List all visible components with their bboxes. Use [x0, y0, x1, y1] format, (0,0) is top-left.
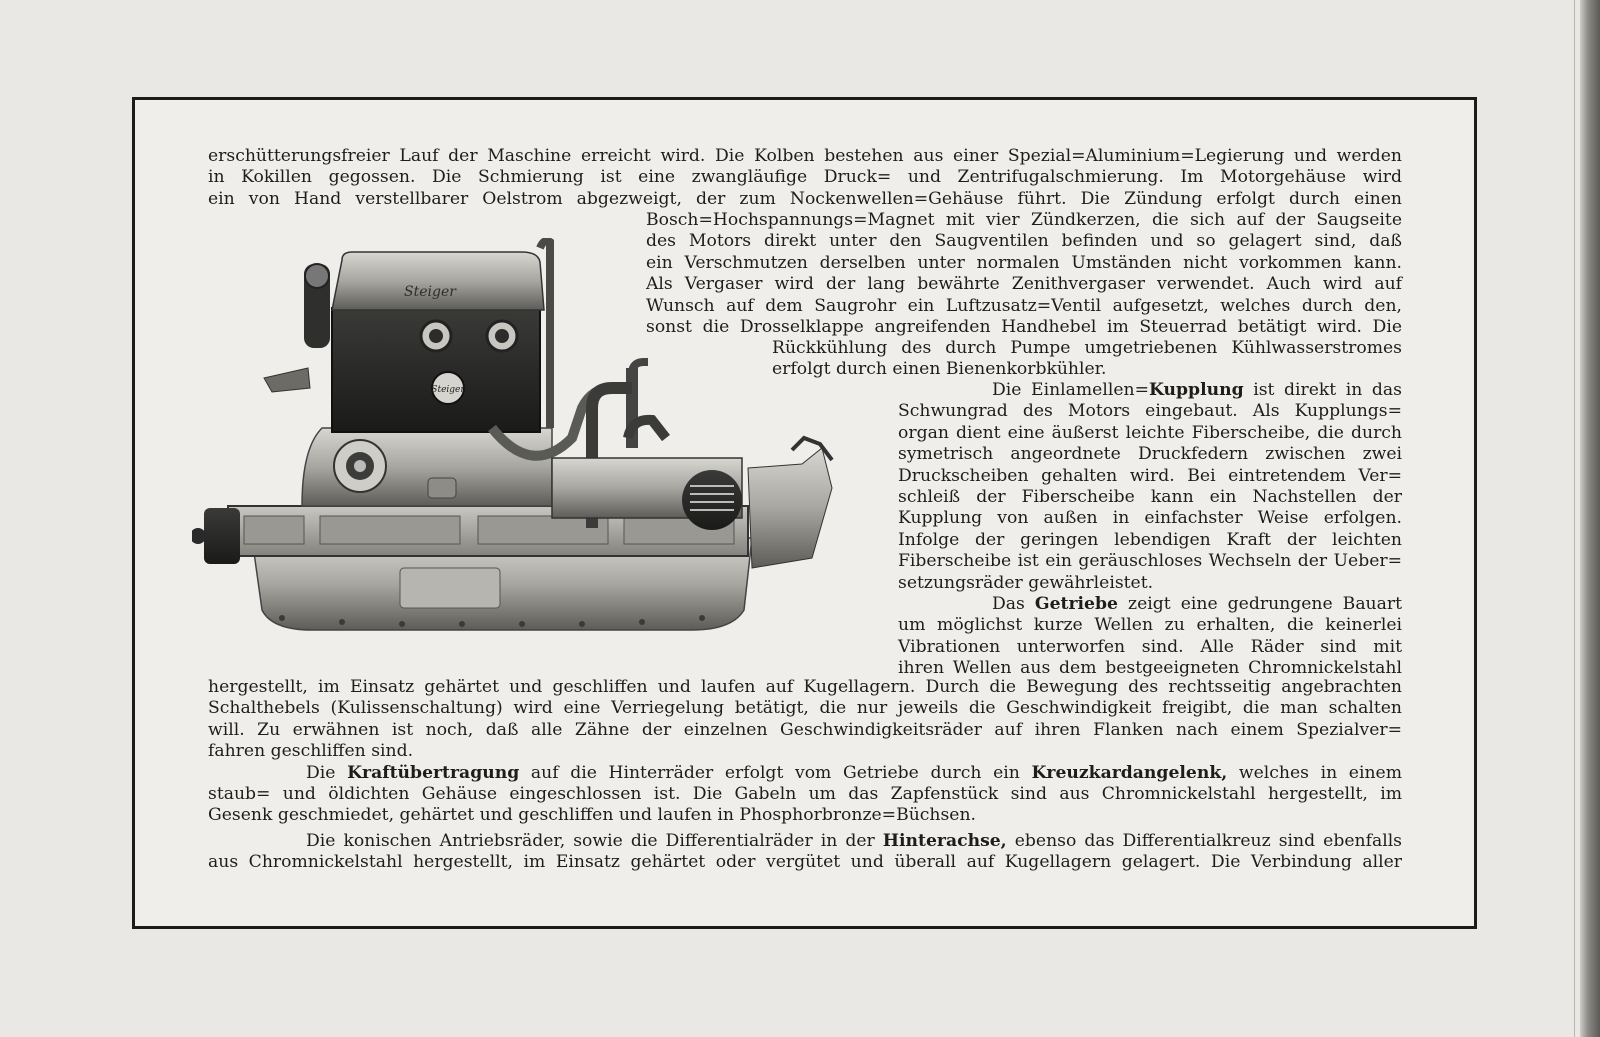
text-line: Vibrationen unterworfen sind. Alle Räder sind mit [898, 636, 1402, 657]
text-span: ebenso das Differentialkreuz sind ebenfalls [1006, 830, 1403, 851]
text-line: Rückkühlung des durch Pumpe umgetriebenen Kühlwasserstromes [772, 338, 1402, 358]
text-span: ist direkt in das [1243, 380, 1402, 400]
text-line: schleiß der Fiberscheibe kann ein Nachstellen der [898, 487, 1402, 508]
text-span: Die Einlamellen= [992, 380, 1149, 400]
hinterachse-heading-line [208, 831, 1402, 852]
paragraph-kupplung [898, 380, 1402, 680]
text-line: um möglichst kurze Wellen zu erhalten, die keinerlei [898, 615, 1402, 636]
text-line: Infolge der geringen lebendigen Kraft der leichten [898, 529, 1402, 550]
paragraph-top [208, 146, 1402, 210]
text-line: Kupplung von außen in einfachster Weise erfolgen. [898, 508, 1402, 529]
text-line: Bosch=Hochspannungs=Magnet mit vier Zündkerzen, die sich auf der Saugseite [646, 210, 1402, 230]
keyword-kupplung: Kupplung [1148, 380, 1244, 400]
text-line: setzungsräder gewährleistet. [898, 572, 1154, 593]
paragraph-bottom [208, 677, 1402, 874]
text-line: ein Verschmutzen derselben unter normalen Umständen nicht vorkommen kann. [646, 252, 1402, 273]
text-line: Druckscheiben gehalten wird. Bei eintretendem Ver= [898, 465, 1402, 486]
text-line: ihren Wellen aus dem bestgeeigneten Chromnickelstahl [898, 658, 1402, 679]
keyword-getriebe: Getriebe [1034, 594, 1118, 615]
keyword-kraftuebertragung: Kraftübertragung [347, 762, 520, 783]
text-line: Schalthebels (Kulissenschaltung) wird eine Verriegelung betätigt, die nur jeweils die Geschwindigkeit freigibt, die man schalten [208, 698, 1402, 719]
kraft-heading-line [208, 763, 1402, 784]
text-span: auf die Hinterräder erfolgt vom Getriebe durch ein [519, 762, 1032, 783]
keyword-hinterachse: Hinterachse, [882, 830, 1007, 851]
text-line: erfolgt durch einen Bienenkorbkühler. [772, 359, 1107, 380]
text-span: Die konischen Antriebsräder, sowie die Differentialräder in der [306, 830, 883, 851]
text-line: sonst die Drosselklappe angreifenden Handhebel im Steuerrad betätigt wird. Die [646, 317, 1402, 338]
text-line: Schwungrad des Motors eingebaut. Als Kupplungs= [898, 401, 1402, 422]
text-line: Als Vergaser wird der lang bewährte Zenithvergaser verwendet. Auch wird auf [646, 274, 1402, 295]
text-line: aus Chromnickelstahl hergestellt, im Einsatz gehärtet oder vergütet und überall auf Kugellagern gelagert. Die Verbindung aller [208, 852, 1402, 873]
text-line: symetrisch angeordnete Druckfedern zwischen zwei [898, 444, 1402, 465]
page-edge [1580, 0, 1600, 1037]
text-line: hergestellt, im Einsatz gehärtet und geschliffen und laufen auf Kugellagern. Durch die Bewegung des rechtsseitig angebrachten [208, 677, 1402, 697]
getriebe-heading-line [898, 594, 1402, 615]
text-line: organ dient eine äußerst leichte Fiberscheibe, die durch [898, 422, 1402, 443]
engine-logo-text: Steiger [404, 284, 456, 300]
text-span: zeigt eine gedrungene Bauart [1117, 594, 1402, 615]
paragraph-right-b [772, 338, 1402, 381]
text-line: Wunsch auf dem Saugrohr ein Luftzusatz=Ventil aufgesetzt, welches durch den, [646, 295, 1402, 316]
text-line: staub= und öldichten Gehäuse eingeschlossen ist. Die Gabeln um das Zapfenstück sind aus Chromnickelstahl hergestellt, im [208, 784, 1402, 805]
text-line: des Motors direkt unter den Saugventilen befinden und so gelagert sind, daß [646, 231, 1402, 252]
text-line: ein von Hand verstellbarer Oelstrom abgezweigt, der zum Nockenwellen=Gehäuse führt. Die Zündung erfolgt durch einen [208, 188, 1402, 209]
page-fold-line [1574, 0, 1575, 1037]
keyword-kreuzkardangelenk: Kreuzkardangelenk, [1031, 762, 1228, 783]
text-line: Fiberscheibe ist ein geräuschloses Wechseln der Ueber= [898, 551, 1402, 572]
text-span: Die [306, 762, 348, 783]
kupplung-heading-line [898, 380, 1402, 401]
engine-badge-text: Steiger [431, 385, 465, 395]
text-line: fahren geschliffen sind. [208, 741, 414, 762]
text-line: in Kokillen gegossen. Die Schmierung ist eine zwangläufige Druck= und Zentrifugalschmierung. Im Motorgehäuse wird [208, 167, 1402, 188]
text-line: will. Zu erwähnen ist noch, daß alle Zähne der einzelnen Geschwindigkeitsräder auf ihren Flanken nach einem Spezialver= [208, 719, 1402, 740]
text-line: Gesenk geschmiedet, gehärtet und geschliffen und laufen in Phosphorbronze=Büchsen. [208, 805, 976, 826]
engine-illustration [192, 238, 864, 656]
text-span: Das [992, 594, 1035, 615]
text-span: welches in einem [1227, 762, 1402, 783]
text-line: erschütterungsfreier Lauf der Maschine erreicht wird. Die Kolben bestehen aus einer Spezial=Aluminium=Legierung und werden [208, 146, 1402, 166]
